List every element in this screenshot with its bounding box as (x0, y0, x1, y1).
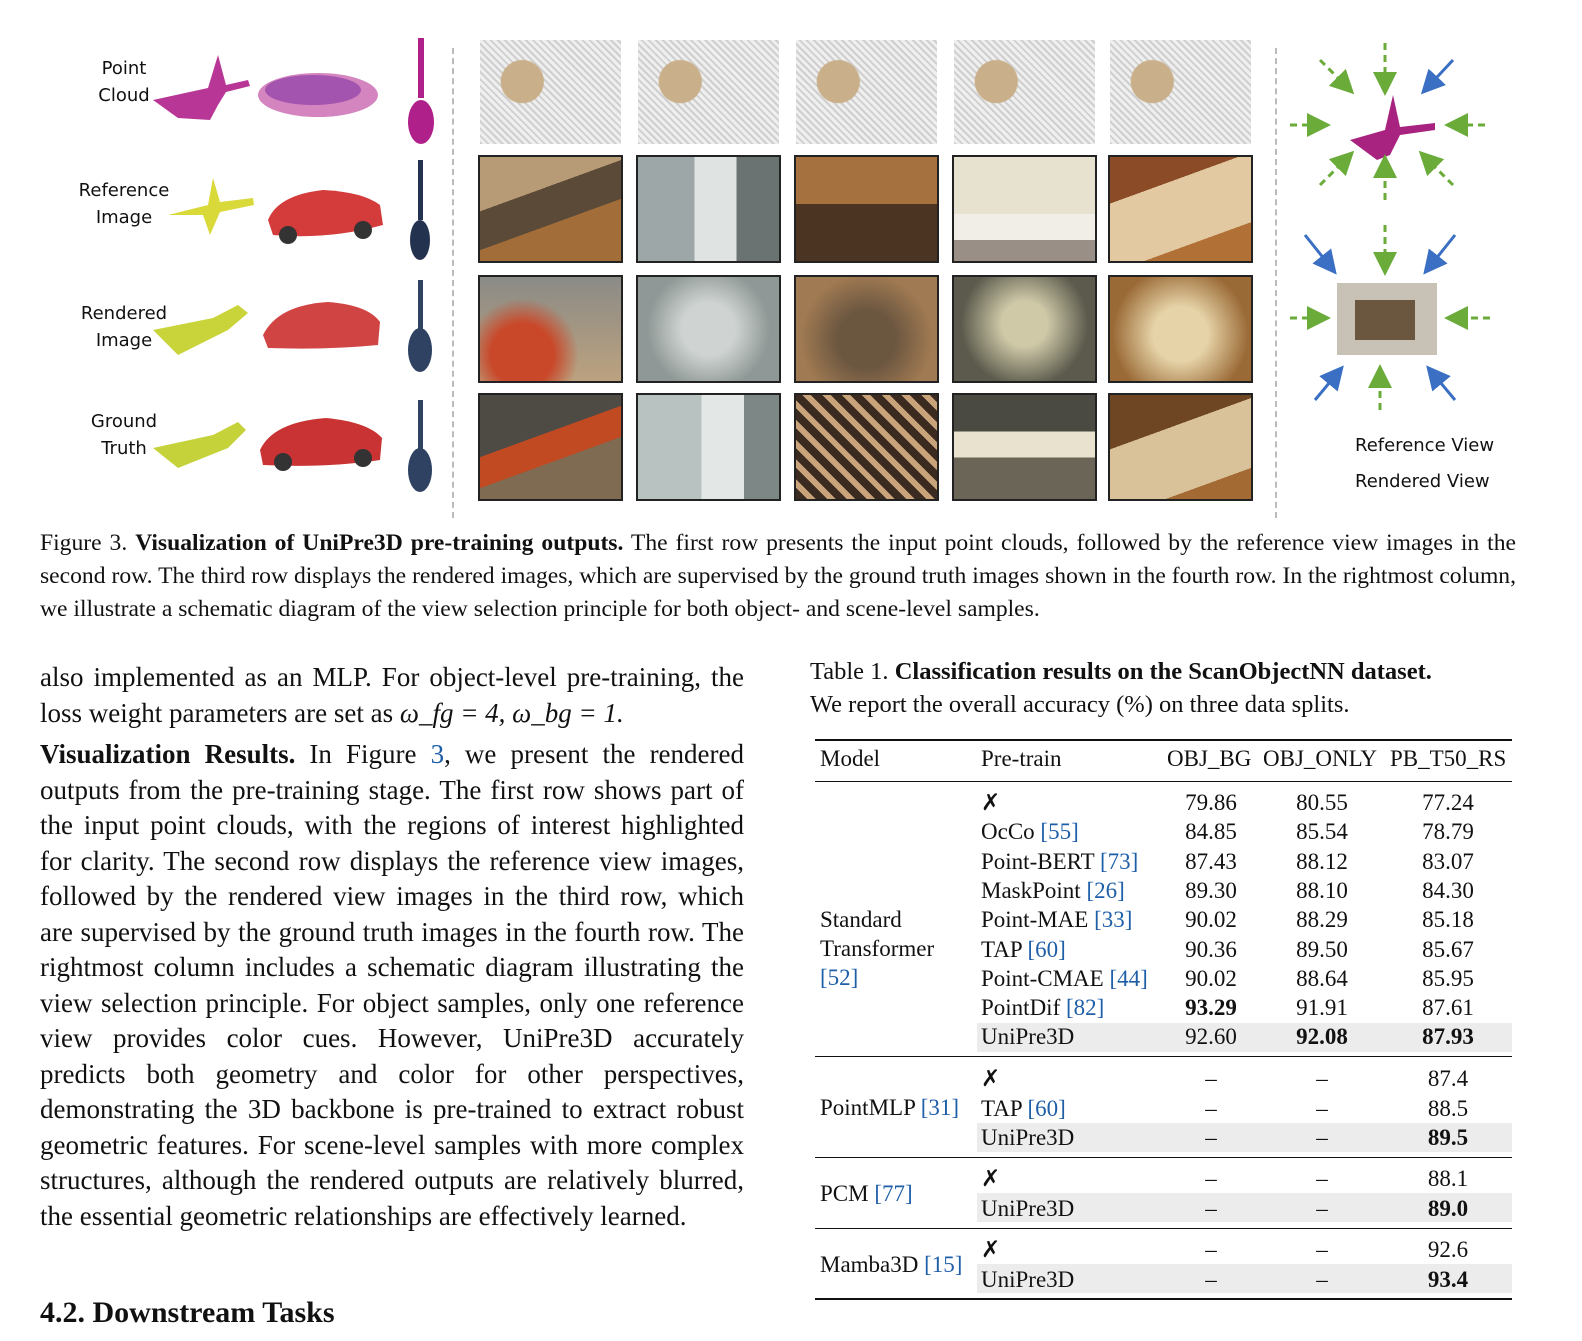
value-cell-b: 89.50 (1296, 936, 1348, 962)
scene-5-point-cloud (1108, 38, 1253, 146)
value-cell-c: 87.93 (1422, 1024, 1474, 1050)
pretrain-cell (981, 1123, 1074, 1152)
value-cell-c: 93.4 (1427, 1266, 1469, 1292)
caption-title: Visualization of UniPre3D pre-training outputs. (135, 530, 624, 556)
table-top-rule (815, 739, 1512, 741)
scene-1-ground-truth (478, 393, 623, 501)
value-cell-b: 88.64 (1296, 965, 1348, 991)
value-cell-a: 84.85 (1185, 819, 1237, 845)
pretrain-name: UniPre3D (981, 1195, 1075, 1221)
value-cell-c: 85.95 (1422, 965, 1474, 991)
legend-rendered-view: Rendered View (1355, 471, 1490, 492)
pretrain-citation[interactable]: [60] (1027, 1095, 1066, 1121)
row-label-point-cloud: Point Cloud (98, 58, 150, 106)
model-standard-transformer-2: Transformer (820, 936, 935, 961)
value-cell-a: 92.60 (1185, 1024, 1237, 1050)
value-cell-a: – (1205, 1095, 1217, 1121)
value-cell-b: 91.91 (1296, 995, 1348, 1021)
paragraph-2-text-b: , we present the rendered outputs from the pre-training stage. The first row shows part of the input point clouds, with the regions of interest highlighted for clarity. The second row displays the reference view images, followed by the rendered view images in the third row, which are supervised by the ground truth images in the fourth row. The rightmost column includes a schematic diagram illustrating the view selection principle. For object samples, only one reference view provides color cues. However, UniPre3D accurately predicts both geometry and color for other perspectives, demonstrating the 3D backbone is pre-trained to extract robust geometric features. For scene-level samples with more complex structures, although the rendered outputs are relatively blurred, the essential geometric relationships are effectively learned. (40, 739, 745, 1231)
pretrain-citation[interactable]: [26] (1086, 877, 1125, 903)
paragraph-1-text: also implemented as an MLP. For object-level pre-training, the loss weight parameters are set as (40, 662, 744, 728)
scene-2-reference-image (636, 155, 781, 263)
model-pcm: PCM [77] (820, 1181, 913, 1206)
pretrain-citation[interactable]: [60] (1027, 936, 1066, 962)
value-cell-c: 83.07 (1422, 848, 1474, 874)
scene-5-ground-truth (1108, 393, 1253, 501)
value-cell-c: 85.67 (1422, 936, 1474, 962)
value-cell-b: 92.08 (1296, 1024, 1348, 1050)
pretrain-citation[interactable]: [33] (1094, 907, 1133, 933)
value-cell-c: 88.5 (1427, 1095, 1469, 1121)
table-rule-g1 (815, 1056, 1512, 1057)
scene-2-rendered-image (636, 275, 781, 383)
value-cell-a: 79.86 (1185, 790, 1237, 815)
pretrain-cell (981, 817, 1079, 846)
value-cell-c: 77.24 (1422, 790, 1474, 815)
pretrain-citation[interactable]: [73] (1099, 848, 1139, 874)
loss-weights-math: ω_fg = 4, ω_bg = 1. (399, 697, 624, 728)
scene-3-point-cloud (794, 38, 939, 146)
scene-4-rendered-image (952, 275, 1097, 383)
pretrain-cell (981, 1164, 1000, 1194)
pretrain-citation[interactable]: [55] (1040, 819, 1079, 845)
table-rule-g3 (815, 1228, 1512, 1229)
value-cell-b: 80.55 (1296, 790, 1348, 815)
pretrain-cell (981, 1194, 1074, 1223)
pretrain-name: UniPre3D (981, 1024, 1075, 1050)
value-cell-b: 88.12 (1296, 848, 1348, 874)
paragraph-2-text-a: In Figure (295, 739, 431, 769)
scene-4-point-cloud (952, 38, 1097, 146)
value-cell-c: 85.18 (1422, 907, 1474, 933)
figure-separator-left (452, 48, 454, 518)
value-cell-a: 90.02 (1185, 907, 1237, 933)
table-caption (810, 655, 1514, 721)
value-cell-a: 90.36 (1185, 936, 1237, 962)
pretrain-cell (981, 876, 1125, 905)
paragraph-2 (40, 737, 744, 1234)
table-title: Classification results on the ScanObjectNN dataset. (894, 658, 1432, 685)
pretrain-citation[interactable]: [82] (1065, 995, 1105, 1021)
row-label-reference-image: Reference Image (78, 180, 170, 228)
caption-text: The first row presents the input point clouds, followed by the reference view images in the second row. The third row displays the rendered images, which are supervised by the ground truth images shown in the fourth row. In the rightmost column, we illustrate a schematic diagram of the view selection principle for both object- and scene-level samples. (40, 530, 1516, 622)
scene-1-reference-image (478, 155, 623, 263)
scene-5-rendered-image (1108, 275, 1253, 383)
value-cell-b: 88.10 (1296, 877, 1348, 903)
pretrain-cell (981, 964, 1148, 993)
pretrain-name: UniPre3D (981, 1266, 1075, 1292)
value-cell-c: 88.1 (1427, 1166, 1469, 1191)
section-heading: 4.2. Downstream Tasks (40, 1296, 335, 1329)
pretrain-cell (981, 905, 1132, 934)
figure-3 (40, 30, 1520, 510)
model-pointmlp: PointMLP [31] (820, 1095, 960, 1120)
header-pb-t50-rs: PB_T50_RS (1390, 746, 1507, 771)
scene-4-reference-image (952, 155, 1097, 263)
table-bottom-rule (815, 1298, 1512, 1300)
pretrain-name: ✗ (981, 1066, 1001, 1092)
paragraph-2-title: Visualization Results. (40, 739, 296, 769)
pretrain-cell (981, 1022, 1074, 1051)
value-cell-c: 92.6 (1427, 1237, 1469, 1262)
pretrain-cell (981, 1235, 1000, 1265)
pretrain-name: UniPre3D (981, 1125, 1075, 1150)
scene-3-rendered-image (794, 275, 939, 383)
value-cell-a: – (1205, 1066, 1217, 1091)
pretrain-cell (981, 935, 1066, 964)
scene-4-ground-truth (952, 393, 1097, 501)
value-cell-c: 89.5 (1427, 1125, 1469, 1150)
row-label-ground-truth: Ground Truth (90, 411, 158, 459)
value-cell-b: – (1316, 1195, 1328, 1221)
figure-reference-link[interactable]: 3 (430, 739, 445, 769)
pretrain-name: TAP (981, 936, 1028, 962)
value-cell-b: – (1316, 1237, 1328, 1262)
scene-3-reference-image (794, 155, 939, 263)
header-model: Model (820, 746, 881, 771)
table-rule-g2 (815, 1157, 1512, 1158)
row-label-rendered-image: Rendered Image (80, 303, 168, 351)
pretrain-name: Point-MAE (981, 907, 1095, 933)
scene-2-ground-truth (636, 393, 781, 501)
pretrain-name: PointDif (981, 995, 1066, 1021)
pretrain-cell (981, 993, 1104, 1022)
scene-2-point-cloud (636, 38, 781, 146)
value-cell-c: 84.30 (1422, 877, 1474, 903)
value-cell-a: 93.29 (1185, 995, 1237, 1021)
header-pretrain: Pre-train (981, 746, 1062, 771)
value-cell-b: – (1316, 1125, 1328, 1150)
object-samples-illustration (148, 30, 448, 510)
value-cell-a: – (1205, 1266, 1217, 1292)
value-cell-b: 88.29 (1296, 907, 1348, 933)
pretrain-name: Point-CMAE (981, 965, 1110, 991)
value-cell-b: – (1316, 1166, 1328, 1191)
legend-reference-view: Reference View (1355, 435, 1495, 456)
pretrain-name: TAP (981, 1095, 1028, 1121)
pretrain-name: OcCo (981, 819, 1041, 845)
value-cell-c: 87.61 (1422, 995, 1474, 1021)
value-cell-a: – (1205, 1195, 1217, 1221)
value-cell-c: 78.79 (1422, 819, 1474, 845)
model-standard-transformer-1: Standard (820, 907, 902, 932)
pretrain-cell (981, 1064, 1000, 1094)
pretrain-cell (981, 788, 1000, 818)
value-cell-b: – (1316, 1066, 1328, 1091)
pretrain-cell (981, 1265, 1074, 1294)
value-cell-a: 90.02 (1185, 965, 1237, 991)
value-cell-b: 85.54 (1296, 819, 1348, 845)
pretrain-cell (981, 1094, 1066, 1123)
header-obj-only: OBJ_ONLY (1263, 746, 1377, 771)
caption-label: Figure 3. (40, 530, 128, 556)
header-obj-bg: OBJ_BG (1167, 746, 1252, 771)
model-standard-transformer-ref[interactable]: [52] (820, 965, 859, 990)
value-cell-c: 89.0 (1427, 1195, 1469, 1221)
table-label: Table 1. (810, 658, 889, 685)
body-text (40, 660, 744, 1240)
value-cell-c: 87.4 (1427, 1066, 1469, 1091)
pretrain-name: ✗ (981, 1237, 1001, 1263)
scene-1-point-cloud (478, 38, 623, 146)
figure-caption (40, 527, 1516, 626)
value-cell-a: 89.30 (1185, 877, 1237, 903)
scene-5-reference-image (1108, 155, 1253, 263)
value-cell-a: – (1205, 1166, 1217, 1191)
paragraph-1 (40, 660, 744, 731)
value-cell-b: – (1316, 1095, 1328, 1121)
pretrain-name: MaskPoint (981, 877, 1087, 903)
table-header-rule (815, 781, 1512, 782)
value-cell-a: 87.43 (1185, 848, 1237, 874)
value-cell-b: – (1316, 1266, 1328, 1292)
pretrain-name: ✗ (981, 790, 1001, 816)
figure-separator-right (1275, 48, 1277, 518)
pretrain-cell (981, 847, 1138, 876)
value-cell-a: – (1205, 1237, 1217, 1262)
table-subtitle: We report the overall accuracy (%) on three data splits. (810, 691, 1350, 718)
pretrain-name: Point-BERT (981, 848, 1100, 874)
pretrain-citation[interactable]: [44] (1109, 965, 1148, 991)
view-selection-schematic (1285, 35, 1515, 435)
scene-3-ground-truth (794, 393, 939, 501)
model-mamba3d: Mamba3D [15] (820, 1252, 963, 1277)
pretrain-name: ✗ (981, 1166, 1001, 1192)
scene-1-rendered-image (478, 275, 623, 383)
value-cell-a: – (1205, 1125, 1217, 1150)
